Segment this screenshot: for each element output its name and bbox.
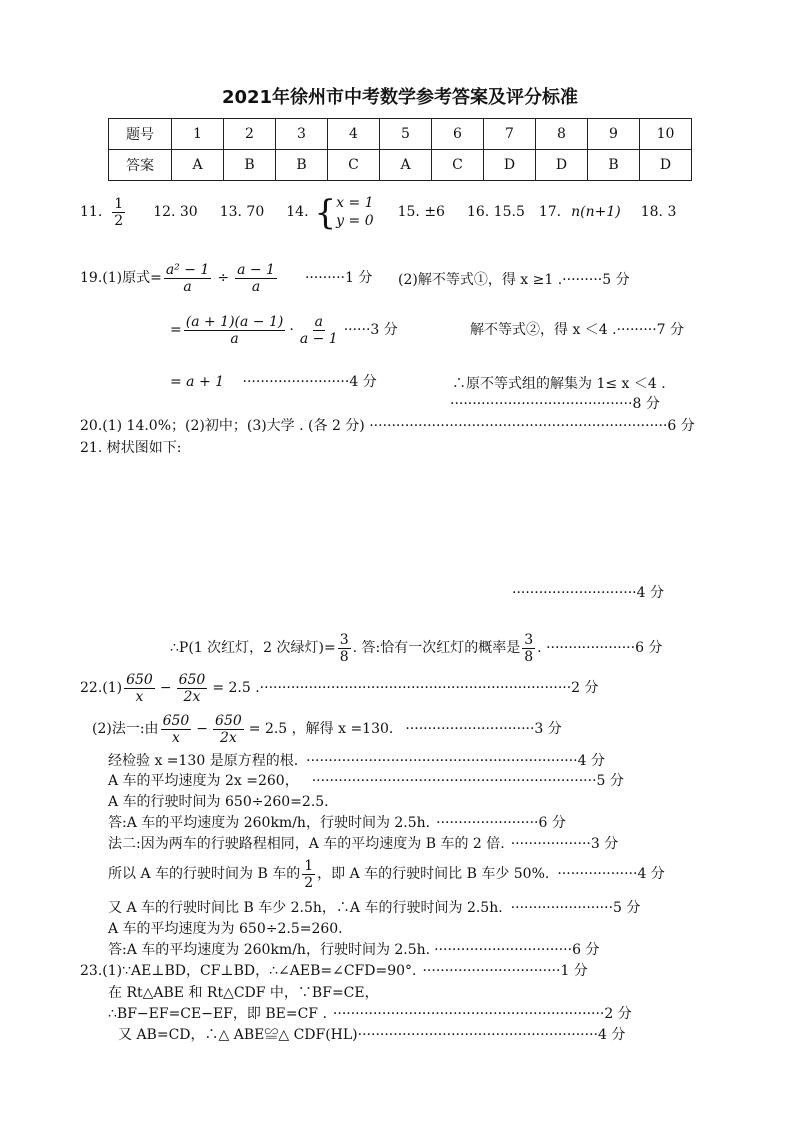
q22-line8	[108, 858, 665, 891]
q22-line1	[80, 672, 599, 705]
q23-line1	[80, 963, 588, 980]
operator: −	[196, 721, 209, 738]
result: = a + 1	[170, 374, 225, 390]
q21-score: ····························4 分	[512, 585, 664, 601]
score: ······················································4 分	[357, 1027, 626, 1043]
table-cell: 5	[380, 119, 432, 150]
operator: −	[159, 680, 172, 697]
q15-answer: 15. ±6	[397, 204, 445, 221]
q23-line3	[108, 1006, 632, 1023]
text: (2)解不等式①，得 x ≥1 .	[398, 272, 563, 288]
denominator: 2x	[219, 730, 237, 747]
q18-answer: 18. 3	[640, 204, 677, 221]
fill-in-answers	[80, 192, 677, 233]
score: ·····························································4 分	[306, 753, 605, 769]
fraction	[124, 672, 155, 705]
q11-label: 11.	[80, 204, 103, 221]
text: 解不等式②，得 x ＜4 .	[470, 322, 617, 338]
q22-line7	[108, 836, 618, 853]
fraction	[161, 713, 192, 746]
q23-line2: 在 Rt△ABE 和 Rt△CDF 中，∵BF=CE，	[108, 985, 379, 1001]
score: ·········7 分	[616, 322, 685, 338]
q19-right3-score: ·········································8 分	[450, 396, 660, 412]
q12-answer: 12. 30	[153, 204, 198, 221]
table-cell: 7	[484, 119, 536, 150]
text: A 车的平均速度为 2x =260，	[108, 773, 292, 789]
q22-line11	[108, 942, 599, 959]
q17-label: 17.	[538, 204, 562, 221]
numerator: 650	[178, 672, 206, 688]
denominator: 8	[524, 649, 534, 666]
table-cell: A	[380, 150, 432, 181]
q16-answer: 16. 15.5	[466, 204, 525, 221]
fraction	[302, 858, 315, 891]
table-cell: 4	[328, 119, 380, 150]
table-cell: 6	[432, 119, 484, 150]
brace-icon: {	[314, 192, 337, 233]
q22-line5: A 车的行驶时间为 650÷260=2.5.	[108, 794, 329, 810]
score: ··················4 分	[557, 866, 665, 883]
q11-denominator: 2	[114, 213, 124, 229]
table-cell: 9	[588, 119, 640, 150]
q22-line10: A 车的平均速度为为 650÷2.5=260.	[108, 921, 343, 937]
operator: ·	[289, 322, 294, 339]
numerator: (a + 1)(a − 1)	[185, 314, 284, 330]
table-cell: A	[172, 150, 224, 181]
score: ·····························3 分	[405, 721, 562, 738]
denominator: a	[230, 331, 239, 348]
score: ·······························6 分	[434, 942, 600, 958]
score: ······································································2 分	[259, 680, 599, 697]
table-cell: C	[328, 150, 380, 181]
table-cell: 8	[536, 119, 588, 150]
page-title: 2021年徐州市中考数学参考答案及评分标准	[221, 87, 579, 108]
header-label: 题号	[109, 119, 172, 150]
q22-line2	[92, 713, 562, 746]
q22-line3	[108, 753, 605, 770]
operator: ÷	[217, 270, 230, 287]
text: 又 A 车的行驶时间比 B 车少 2.5h，∴A 车的行驶时间为 2.5h.	[108, 900, 503, 916]
text: = 2.5 .	[212, 680, 260, 697]
q21-line: 21. 树状图如下:	[80, 440, 182, 456]
table-row-answers	[109, 150, 692, 181]
score: ·····························································2 分	[332, 1006, 632, 1022]
numerator: 3	[524, 632, 534, 648]
q22-line6	[108, 815, 566, 832]
denominator: x	[135, 689, 144, 706]
table-row-numbers	[109, 119, 692, 150]
table-cell: 2	[224, 119, 276, 150]
numerator: 650	[215, 713, 242, 729]
text: 所以 A 车的行驶时间为 B 车的	[108, 866, 301, 883]
score: ·······························1 分	[422, 963, 588, 979]
q19-prefix: 19.(1)原式=	[80, 270, 162, 287]
q19-line3	[170, 374, 377, 391]
q19-frac4	[298, 314, 340, 347]
denominator: 8	[339, 649, 349, 666]
q19-frac3	[184, 314, 286, 347]
denominator: 2x	[183, 689, 201, 706]
q11-fraction	[112, 196, 125, 229]
denominator: a − 1	[299, 331, 338, 348]
numerator: a − 1	[237, 262, 275, 278]
table-cell: B	[276, 150, 328, 181]
q19-frac1	[164, 262, 212, 295]
denominator: 2	[304, 875, 314, 892]
equals: =	[170, 322, 182, 339]
score: ·········5 分	[562, 272, 630, 288]
q13-answer: 13. 70	[219, 204, 265, 221]
q21-probability	[170, 632, 662, 665]
q19-right3: ∴原不等式组的解集为 1≤ x ＜4 .	[452, 376, 666, 392]
fraction	[522, 632, 535, 665]
numerator: a	[314, 314, 323, 330]
text: (2)法一:由	[92, 721, 159, 738]
text: = 2.5 ，解得 x =130.	[248, 721, 394, 738]
answer-table	[108, 118, 692, 181]
table-cell: C	[432, 150, 484, 181]
text: 经检验 x =130 是原方程的根.	[108, 753, 299, 769]
q14-eq2: y = 0	[336, 212, 374, 229]
numerator: a² − 1	[165, 262, 210, 278]
table-cell: D	[484, 150, 536, 181]
fraction	[177, 672, 208, 705]
table-cell: D	[536, 150, 588, 181]
text: 法二:因为两车的行驶路程相同，A 车的平均速度为 B 车的 2 倍.	[108, 836, 505, 852]
score: ························4 分	[242, 374, 377, 390]
denominator: a	[183, 279, 192, 296]
score: ······3 分	[343, 322, 398, 339]
numerator: 3	[339, 632, 349, 648]
text: ∴P(1 次红灯，2 次绿灯)=	[170, 640, 336, 657]
table-cell: 1	[172, 119, 224, 150]
q14-label: 14.	[286, 204, 309, 221]
text: ∴BF−EF=CE−EF，即 BE=CF .	[108, 1006, 327, 1022]
q19-right2	[470, 322, 684, 339]
denominator: x	[171, 730, 180, 747]
table-cell: B	[588, 150, 640, 181]
numerator: 650	[126, 672, 153, 688]
text: 23.(1)∵AE⊥BD，CF⊥BD，∴∠AEB=∠CFD=90°.	[80, 963, 417, 979]
text: 答:A 车的平均速度为 260km/h，行驶时间为 2.5h.	[108, 942, 431, 958]
score: ································································5 分	[311, 773, 624, 789]
table-cell: 10	[640, 119, 692, 150]
numerator: 650	[162, 713, 190, 729]
q19-line2	[170, 314, 398, 347]
score: ·······················5 分	[510, 900, 641, 916]
score: . ····················6 分	[537, 640, 663, 657]
numerator: 1	[304, 858, 314, 874]
q22-line9	[108, 900, 640, 917]
q11-numerator: 1	[114, 195, 124, 212]
q19-line1	[80, 262, 372, 295]
table-cell: D	[640, 150, 692, 181]
text: 答:A 车的平均速度为 260km/h，行驶时间为 2.5h.	[108, 815, 431, 831]
text: 22.(1)	[80, 680, 123, 697]
q19-frac2	[235, 262, 277, 295]
score: ·········1 分	[304, 270, 373, 287]
answer-label: 答案	[109, 150, 172, 181]
score: ··················3 分	[510, 836, 619, 852]
text: ，即 A 车的行驶时间比 B 车少 50%.	[317, 866, 550, 883]
q19-right1	[398, 272, 630, 289]
score: ·······················6 分	[436, 815, 566, 831]
denominator: a	[251, 279, 261, 296]
q17-answer: n(n+1)	[571, 204, 621, 221]
text: 又 AB=CD，∴△ ABE≌△ CDF(HL)	[118, 1027, 358, 1043]
text: . 答:恰有一次红灯的概率是	[352, 640, 521, 657]
table-cell: B	[224, 150, 276, 181]
fraction	[338, 632, 351, 665]
q14-eq1: x = 1	[336, 195, 374, 211]
fraction	[213, 713, 244, 746]
q14-system	[336, 195, 373, 230]
q22-line4	[108, 773, 624, 790]
q20-line: 20.(1) 14.0%；(2)初中；(3)大学 . (各 2 分) ···································································6 分	[80, 418, 695, 434]
q23-line4	[118, 1027, 625, 1044]
table-cell: 3	[276, 119, 328, 150]
